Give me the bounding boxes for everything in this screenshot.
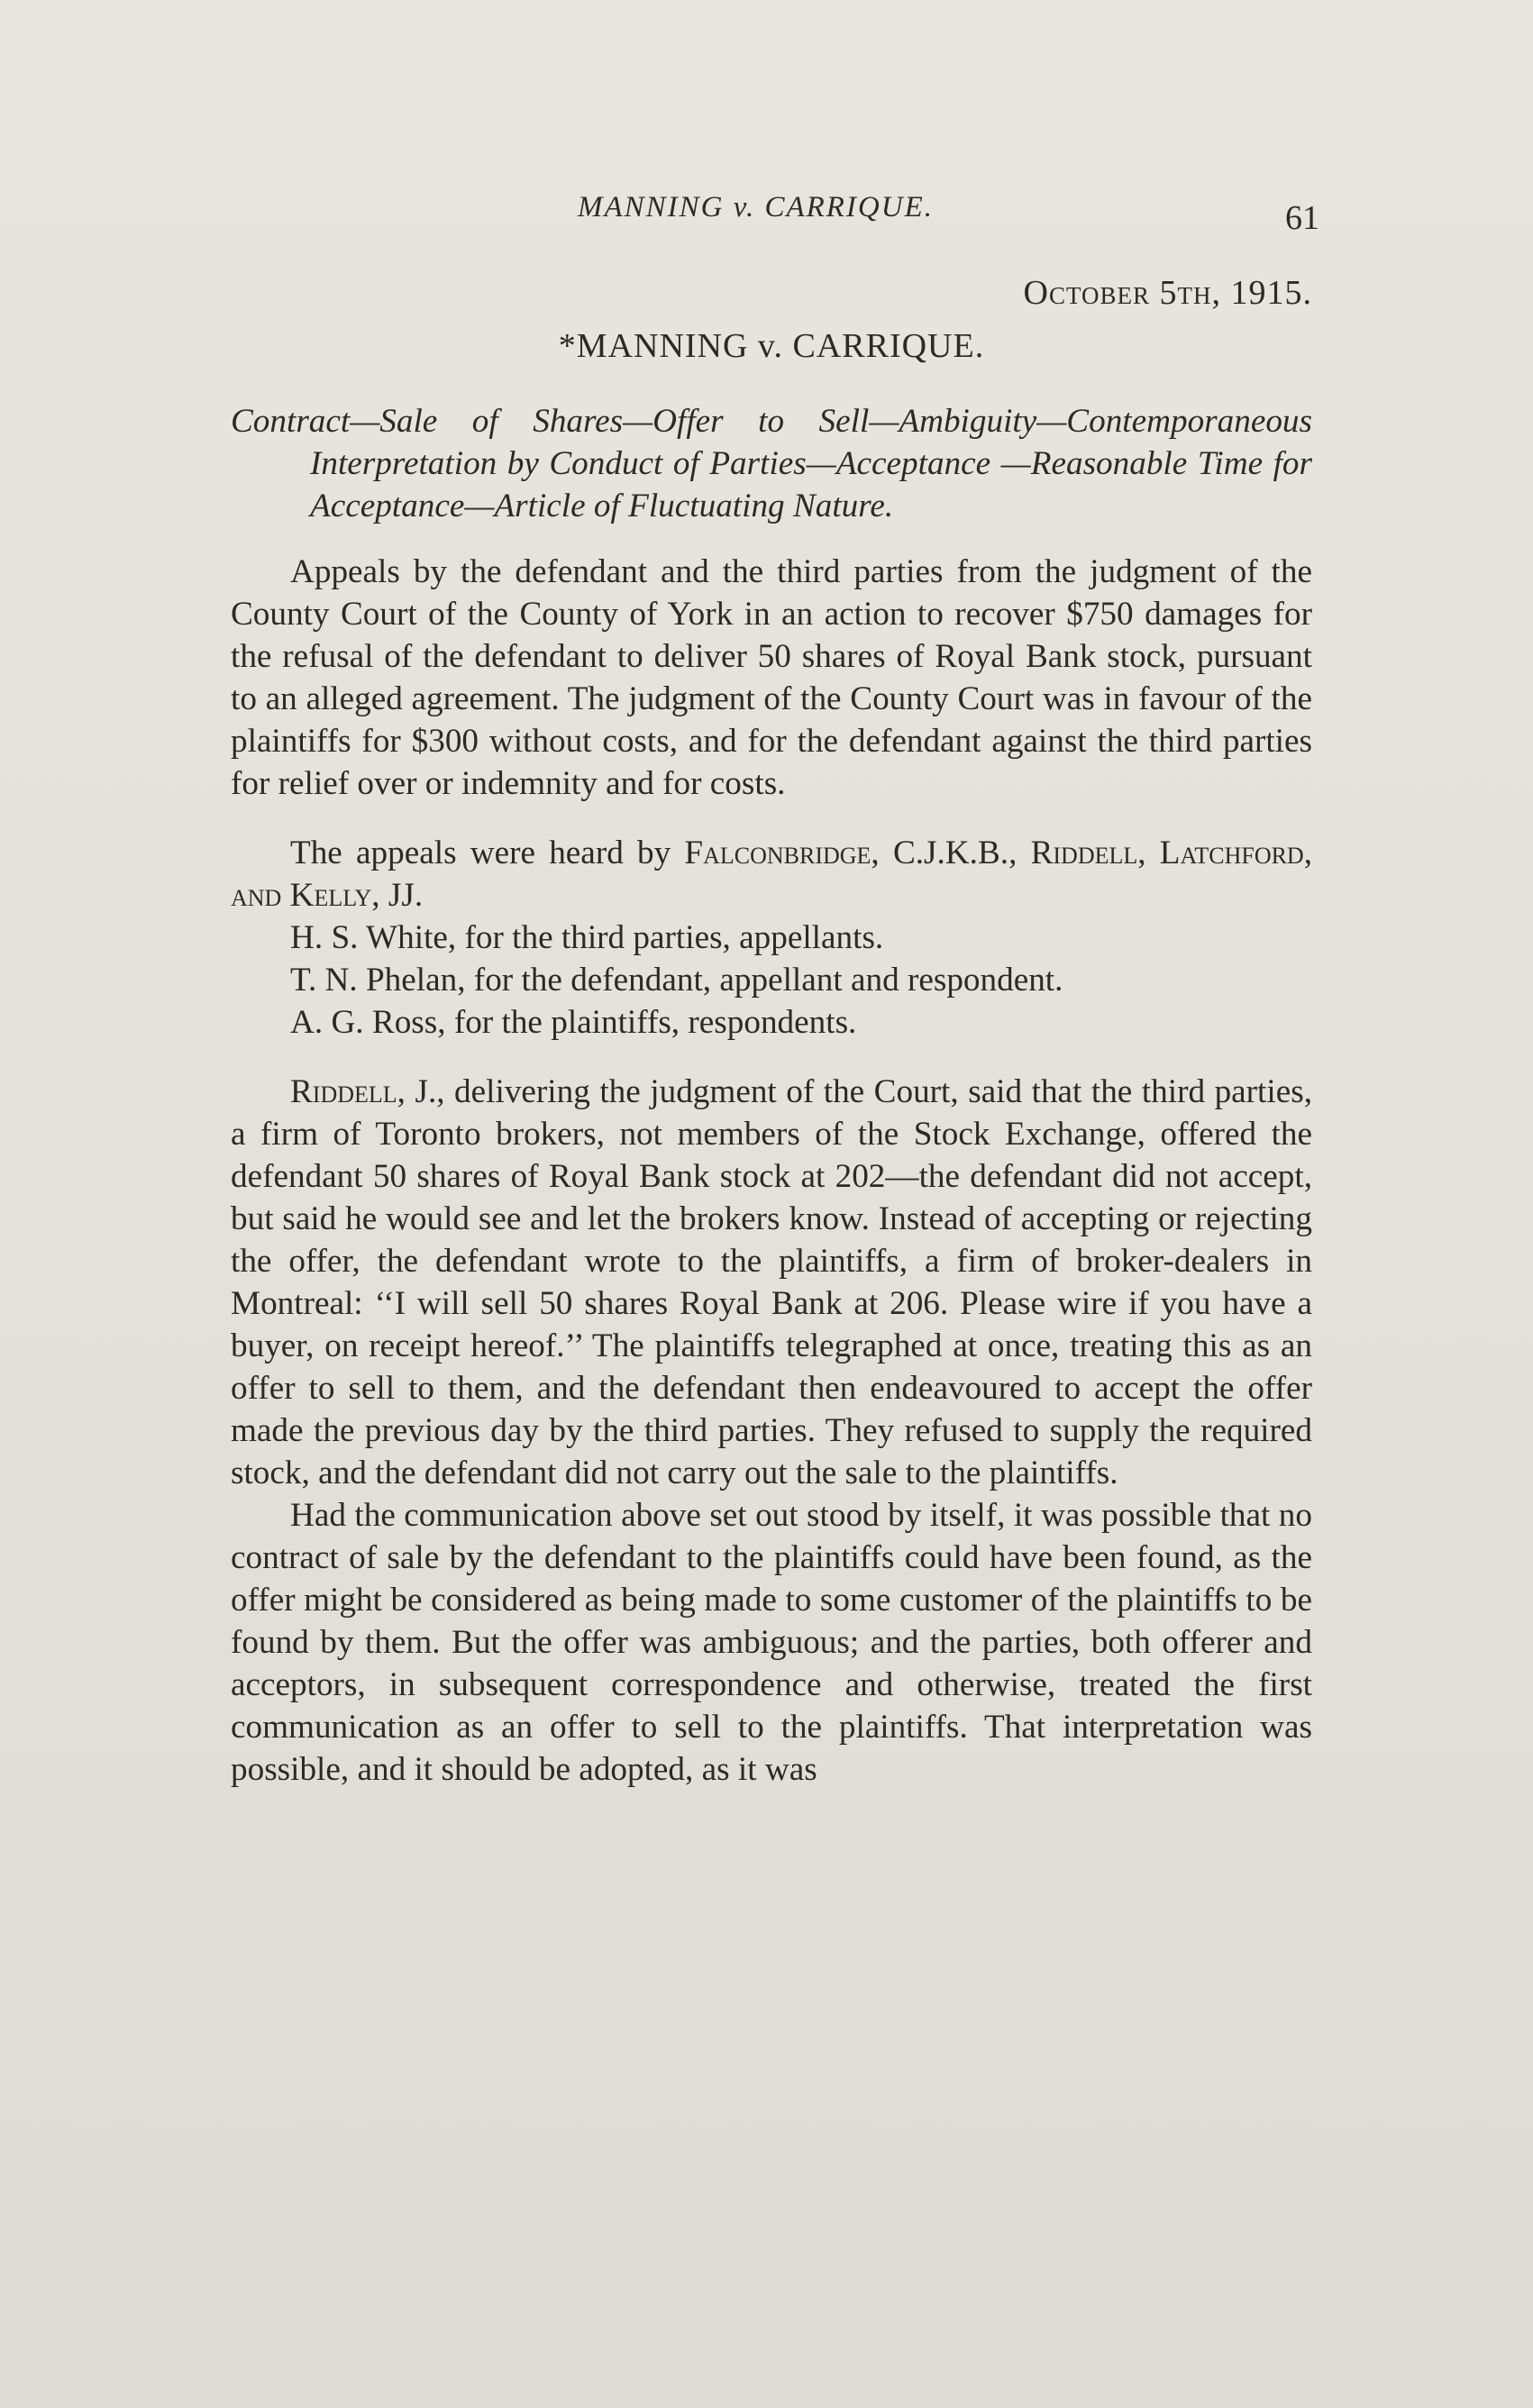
judgment-paragraph-1 (231, 1071, 1312, 1494)
page-content (231, 272, 1312, 1791)
heard-paragraph (231, 832, 1312, 917)
counsel-line: T. N. Phelan, for the defendant, appellant and respondent. (290, 962, 1063, 999)
case-title: *MANNING v. CARRIQUE. (558, 327, 985, 365)
running-title: MANNING v. CARRIQUE. (578, 191, 934, 223)
running-head (231, 191, 1319, 245)
case-date: October 5th, 1915. (1023, 274, 1312, 312)
judgment-judge: Riddell, J. (290, 1073, 437, 1110)
judgment-text-1: , delivering the judgment of the Court, said that the third parties, a firm of Toronto brokers, not members of the Stock Exchange, offered the defendant 50 shares of Royal Bank stock at 202—the defendant did not accept, but said he would see and let the brokers know. Instead of accepting or rejecting the offer, the defendant wrote to the plaintiffs, a firm of broker-dealers in Montreal: ‘‘I will sell 50 shares Royal Bank at 206. Please wire if you have a buyer, on receipt hereof.’’ The plaintiffs telegraphed at once, treating this as an offer to sell to them, and the defendant then endeavoured to accept the offer made the previous day by the third parties. They refused to supply the required stock, and the defendant did not carry out the sale to the plaintiffs. (231, 1073, 1312, 1491)
page-number: 61 (1285, 199, 1319, 237)
counsel-line: H. S. White, for the third parties, appellants. (290, 919, 884, 956)
heard-judges: Falconbridge, C.J.K.B., Riddell, Latchford, and Kelly, JJ. (231, 835, 1313, 914)
heard-prefix: The appeals were heard by (290, 835, 685, 871)
headnote: Contract—Sale of Shares—Offer to Sell—Ambiguity—Contemporaneous Interpretation by Conduct of Parties—Acceptance —Reasonable Time for Acceptance—Article of Fluctuating Nature. (231, 403, 1312, 524)
appeal-paragraph: Appeals by the defendant and the third parties from the judgment of the County Court of the County of York in an action to recover $750 damages for the refusal of the defendant to deliver 50 shares of Royal Bank stock, pursuant to an alleged agreement. The judgment of the County Court was in favour of the plaintiffs for $300 without costs, and for the defendant against the third parties for relief over or indemnity and for costs. (231, 553, 1312, 802)
counsel-line: A. G. Ross, for the plaintiffs, respondents. (290, 1004, 857, 1041)
judgment-paragraph-2: Had the communication above set out stood by itself, it was possible that no contract of sale by the defendant to the plaintiffs could have been found, as the offer might be considered as being made to some customer of the plaintiffs to be found by them. But the offer was ambiguous; and the parties, both offerer and acceptors, in subsequent correspondence and otherwise, treated the first communication as an offer to sell to the plaintiffs. That interpretation was possible, and it should be adopted, as it was (231, 1497, 1312, 1788)
